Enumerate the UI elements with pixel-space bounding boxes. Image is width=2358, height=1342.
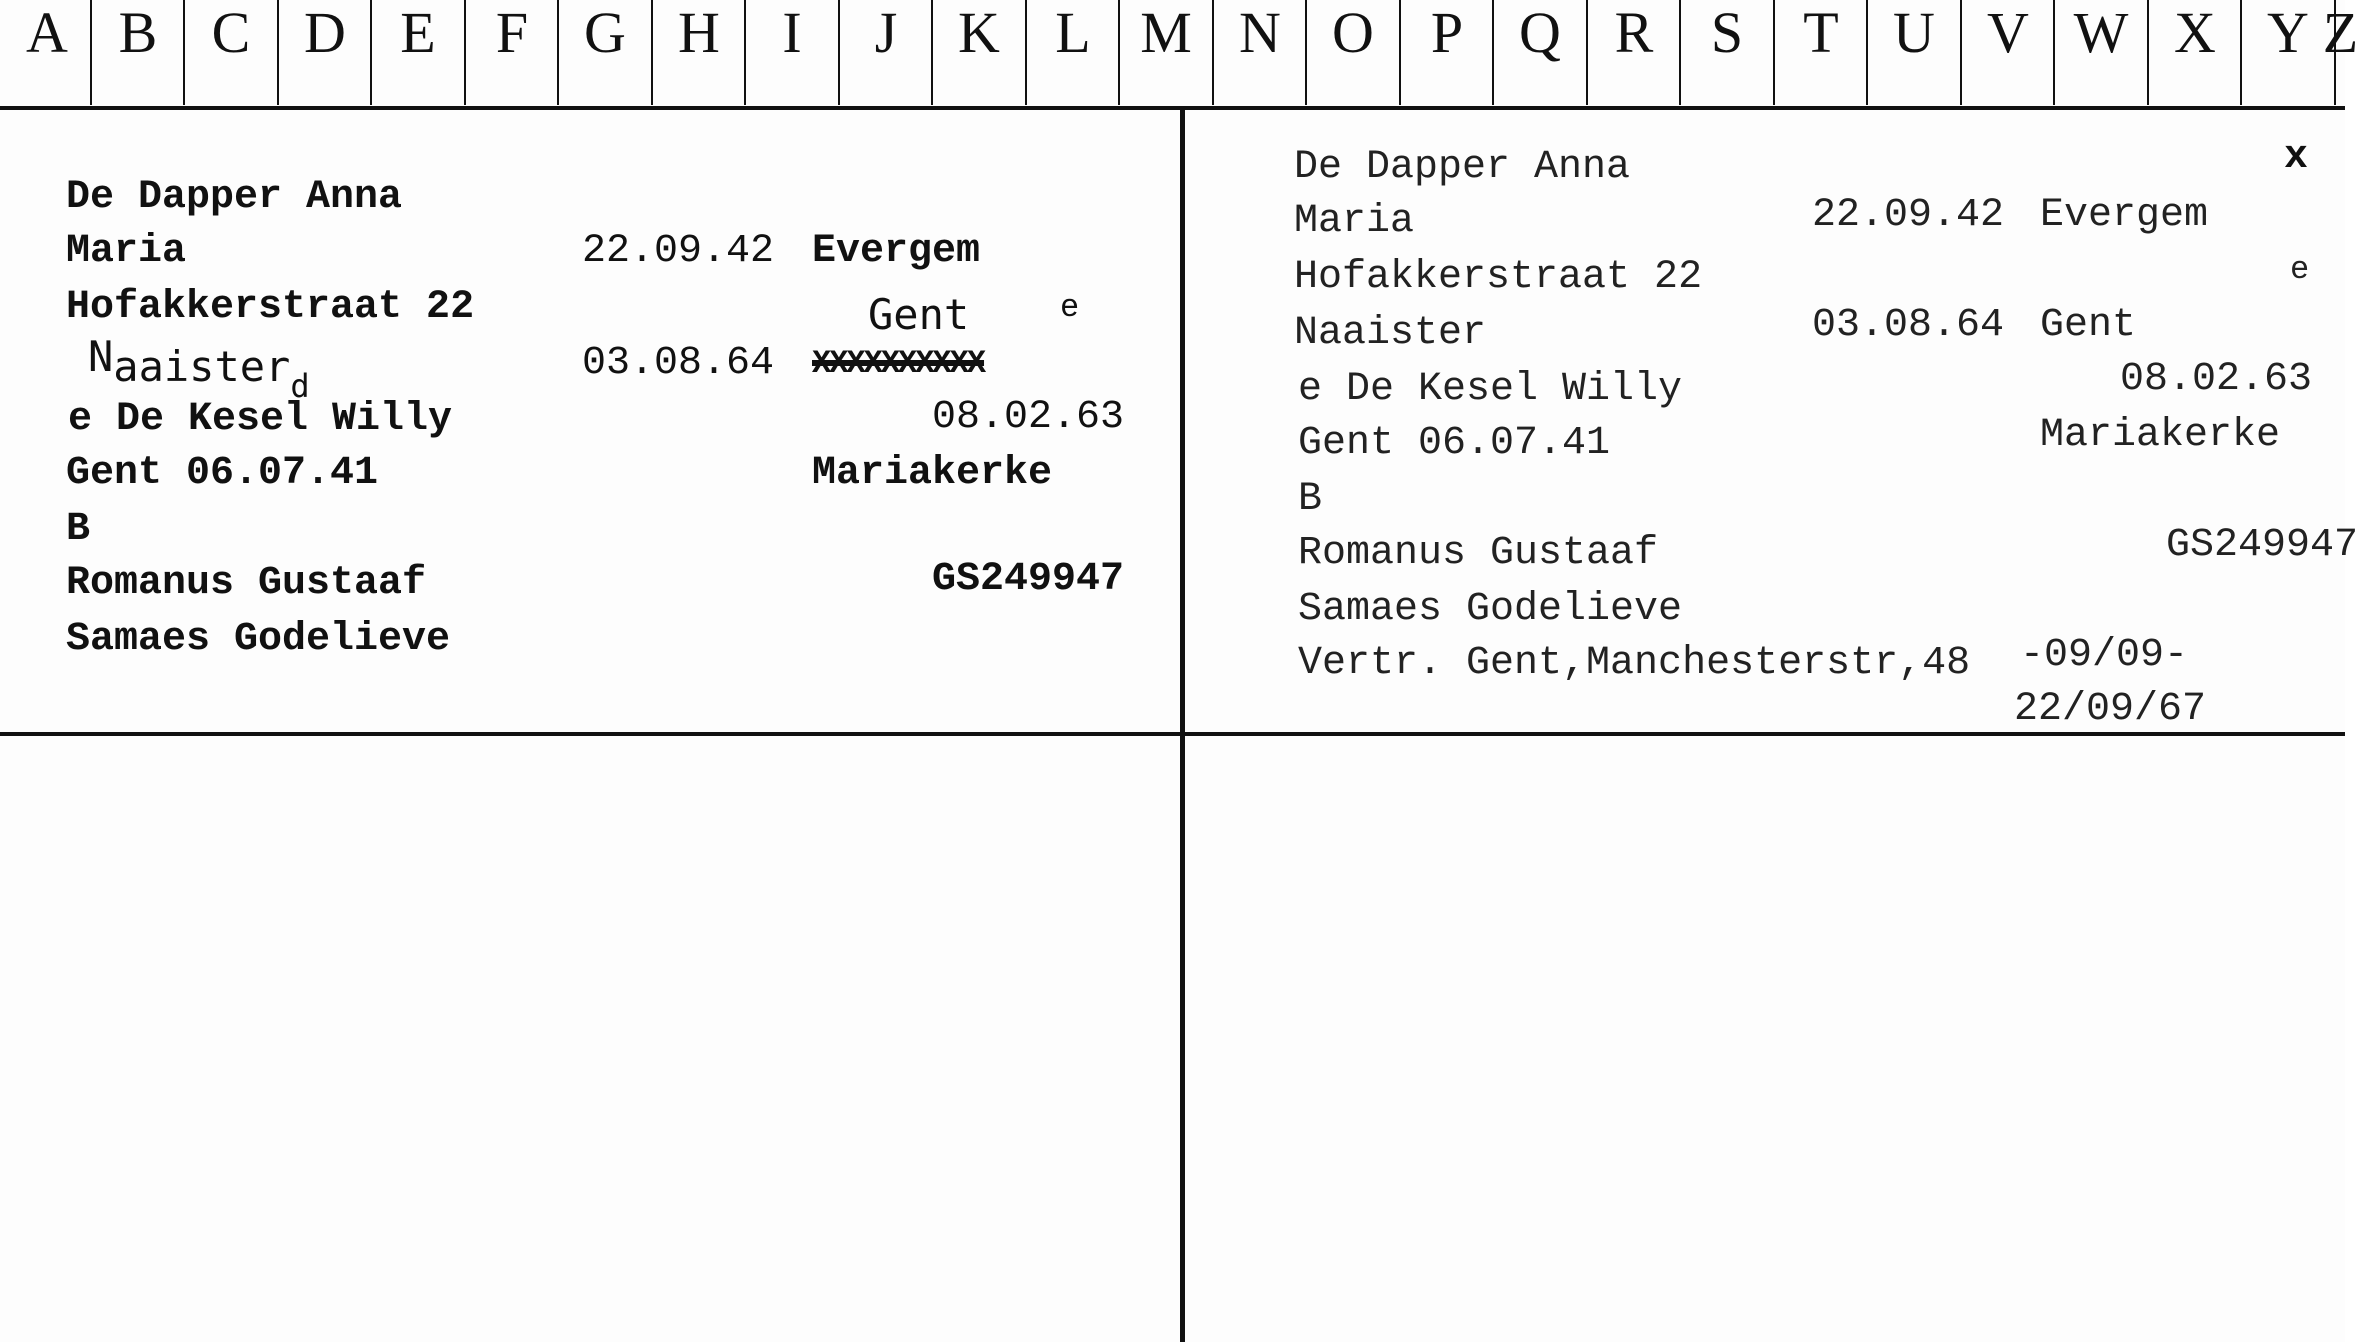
left-occupation-rest: aaister [113, 342, 291, 391]
alphabet-letter-j: J [838, 0, 932, 105]
alphabet-letter-a: A [26, 0, 68, 65]
left-occupation [88, 332, 310, 405]
alphabet-letter-r: R [1586, 0, 1680, 105]
alphabet-letter-u: U [1866, 0, 1960, 105]
left-father: Romanus Gustaaf [66, 561, 427, 606]
left-nationality: B [66, 507, 91, 552]
alphabet-letter-b: B [90, 0, 184, 105]
right-mother: Samaes Godelieve [1298, 587, 1683, 632]
right-id-number: GS249947 [2166, 523, 2358, 568]
alphabet-letter-s: S [1679, 0, 1773, 105]
right-departure: Vertr. Gent,Manchesterstr,48 [1298, 641, 1971, 686]
left-reg-date: 03.08.64 [582, 341, 775, 386]
right-marriage-date: 08.02.63 [2120, 357, 2313, 402]
left-marriage-place: Mariakerke [812, 451, 1053, 496]
right-mark-x: x [2284, 135, 2309, 180]
alphabet-letter-o: O [1305, 0, 1399, 105]
left-firstname: Maria [66, 229, 187, 274]
alphabet-letter-e: E [370, 0, 464, 105]
left-birth-date: 22.09.42 [582, 229, 775, 274]
header-rule [0, 106, 2345, 110]
left-occupation-initial: N [88, 332, 114, 381]
alphabet-letter-p: P [1399, 0, 1493, 105]
right-city: Gent [2040, 303, 2137, 348]
left-mother: Samaes Godelieve [66, 617, 451, 662]
left-address: Hofakkerstraat 22 [66, 285, 475, 330]
right-spouse-birth: Gent 06.07.41 [1298, 421, 1611, 466]
alphabet-index [0, 0, 2358, 108]
right-occupation: Naaister [1294, 311, 1487, 356]
right-father: Romanus Gustaaf [1298, 531, 1659, 576]
alphabet-letter-q: Q [1492, 0, 1586, 105]
left-marriage-date: 08.02.63 [932, 395, 1125, 440]
alphabet-letter-m: M [1118, 0, 1212, 105]
right-nationality: B [1298, 477, 1323, 522]
alphabet-letter-v: V [1960, 0, 2054, 105]
right-surname: De Dapper Anna [1294, 145, 1631, 190]
alphabet-letter-z: Z [2334, 0, 2345, 105]
right-mark-e: e [2290, 251, 2310, 288]
alphabet-letter-c: C [183, 0, 277, 105]
alphabet-letter-n: N [1212, 0, 1306, 105]
left-spouse-birth: Gent 06.07.41 [66, 451, 379, 496]
alphabet-letter-g: G [557, 0, 651, 105]
alphabet-letter-f: F [464, 0, 558, 105]
left-id-number: GS249947 [932, 557, 1125, 602]
middle-rule [0, 732, 2345, 736]
alphabet-letter-k: K [931, 0, 1025, 105]
alphabet-letter-i: I [744, 0, 838, 105]
right-departure-date2: 22/09/67 [2014, 687, 2207, 732]
left-city: Gent [868, 290, 970, 339]
alphabet-letter-y: Y [2240, 0, 2334, 105]
left-struck-text: XXXXXXXXXX [812, 345, 985, 382]
right-departure-date1: -09/09- [2020, 633, 2189, 678]
alphabet-letter-t: T [1773, 0, 1867, 105]
alphabet-letter-h: H [651, 0, 745, 105]
right-firstname: Maria [1294, 199, 1415, 244]
left-occupation-sub: d [290, 367, 310, 405]
alphabet-letter-l: L [1025, 0, 1119, 105]
right-birth-date: 22.09.42 [1812, 193, 2005, 238]
right-address: Hofakkerstraat 22 [1294, 255, 1703, 300]
alphabet-letter-w: W [2053, 0, 2147, 105]
vertical-divider [1180, 110, 1185, 1342]
right-marriage-place: Mariakerke [2040, 413, 2281, 458]
alphabet-letter-x: X [2147, 0, 2241, 105]
left-spouse: e De Kesel Willy [68, 397, 453, 442]
right-spouse: e De Kesel Willy [1298, 367, 1683, 412]
right-birth-place: Evergem [2040, 193, 2209, 238]
right-reg-date: 03.08.64 [1812, 303, 2005, 348]
left-birth-place: Evergem [812, 229, 981, 274]
alphabet-letter-d: D [277, 0, 371, 105]
left-mark-e: e [1060, 289, 1080, 326]
left-surname: De Dapper Anna [66, 175, 403, 220]
